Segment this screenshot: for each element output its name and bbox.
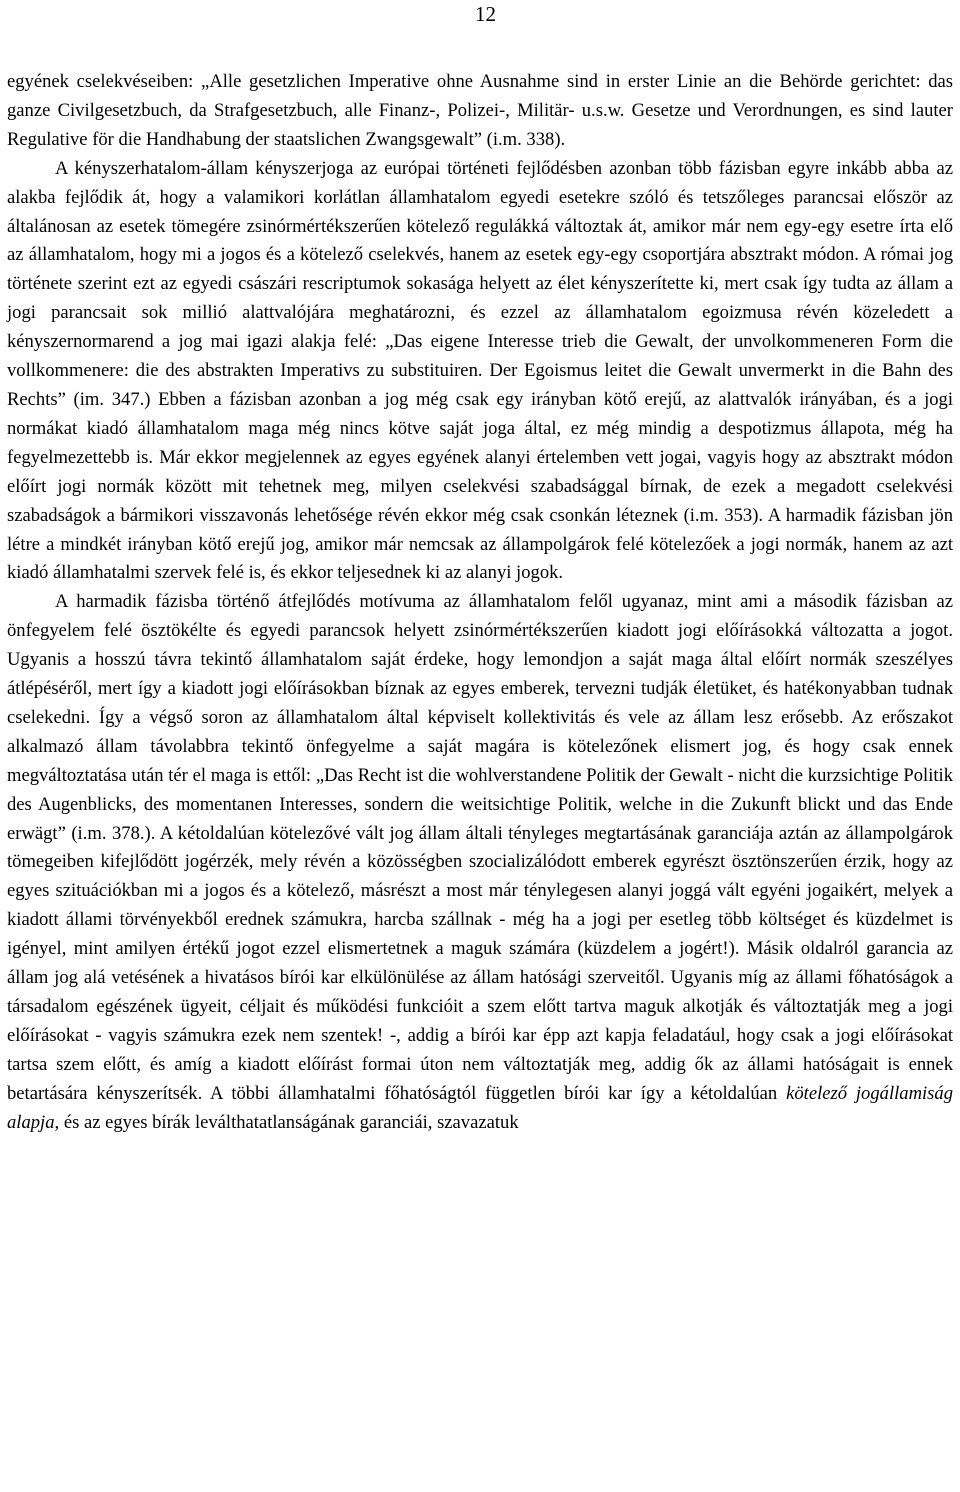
document-body bbox=[7, 68, 953, 1138]
paragraph-2 bbox=[7, 155, 953, 589]
paragraph-1 bbox=[7, 68, 953, 155]
page-number: 12 bbox=[475, 2, 496, 26]
paragraph-3-tail: , és az egyes bírák leválthatatlanságának garanciái, szavazatuk bbox=[54, 1111, 519, 1133]
paragraph-3-emphasis: kötelező jogállamiság alapja bbox=[7, 1082, 953, 1133]
paragraph-3 bbox=[7, 588, 953, 1137]
paragraph-1-text: egyének cselekvéseiben: „Alle gesetzlichen Imperative ohne Ausnahme sind in erster Linie an die Behörde gerichtet: das ganze Civilgesetzbuch, da Strafgesetzbuch, alle Finanz-, Polizei-, Militär- u.s.w. Gesetze und Verordnungen, es sind lauter Regulative för die Handhabung der staatslichen Zwangsgewalt” (i.m. 338). bbox=[7, 71, 953, 150]
paragraph-2-text: A kényszerhatalom-állam kényszerjoga az európai történeti fejlődésben azonban több fázisban egyre inkább abba az alakba fejlődik át, hogy a valamikori korlátlan államhatalom egyedi esetekre szóló és tetszőleges parancsai először az általánosan az esetek tömegére zsinórmértékszerűen kötelező regulákká változtak át, amikor már nem egy-egy esetre írta elő az államhatalom, hogy mi a jogos és a kötelező cselekvés, hanem az esetek egy-egy csoportjára absztrakt módon. A római jog története szerint ezt az egyedi császári rescriptumok sokasága helyett az élet kényszerítette ki, mert csak így tudta az állam a jogi parancsait sok millió alattvalójára meghatározni, és ezzel az államhatalom egoizmusa révén közeledett a kényszernormarend a jog mai igazi alakja felé: „Das eigene Interesse trieb die Gewalt, der unvolkommeneren Form die vollkommenere: die des abstrakten Imperativs zu substituiren. Der Egoismus leitet die Gewalt unvermerkt in die Bahn des Rechts” (im. 347.) Ebben a fázisban azonban a jog még csak egy irányban kötő erejű, az alattvalók irányában, és a jogi normákat kiadó államhatalom maga még nincs kötve saját joga által, ez még mindig a despotizmus állapota, még ha fegyelmezettebb is. Már ekkor megjelennek az egyes egyének alanyi értelemben vett jogai, vagyis hogy az absztrakt módon előírt jogi normák között mit tehetnek meg, milyen cselekvési szabadsággal bírnak, de ezek a megadott cselekvési szabadságok a bármikori visszavonás lehetősége révén ekkor még csak csonkán léteznek (i.m. 353). A harmadik fázisban jön létre a mindkét irányban kötő erejű jog, amikor már nemcsak az állampolgárok felé kötelezőek a jogi normák, hanem az azt kiadó államhatalmi szervek felé is, és ekkor teljesednek ki az alanyi jogok. bbox=[7, 157, 953, 584]
paragraph-3-text: A harmadik fázisba történő átfejlődés motívuma az államhatalom felől ugyanaz, mint ami a második fázisban az önfegyelem felé ösztökélte és egyedi parancsok helyett zsinórmértékszerűen kiadott jogi előírásokká változatta a jogot. Ugyanis a hosszú távra tekintő államhatalom saját érdeke, hogy lemondjon a saját maga által előírt normák szeszélyes átlépéséről, mert így a kiadott jogi előírásokban bíznak az egyes emberek, tervezni tudják életüket, és hatékonyabban tudnak cselekedni. Így a végső soron az államhatalom által képviselt kollektivitás és vele az állam lesz erősebb. Az erőszakot alkalmazó állam távolabbra tekintő önfegyelme a saját magára is kötelezőnek elismert jog, és hogy csak ennek megváltoztatása után tér el maga is ettől: „Das Recht ist die wohlverstandene Politik der Gewalt - nicht die kurzsichtige Politik des Augenblicks, des momentanen Interesses, sondern die weitsichtige Politik, welche in die Zukunft blickt und das Ende erwägt” (i.m. 378.). A kétoldalúan kötelezővé vált jog állam általi tényleges megtartásának garanciája aztán az állampolgárok tömegeiben kifejlődött jogérzék, mely révén a közösségben szocializálódott emberek egyrészt ösztönszerűen érzik, hogy az egyes szituációkban mi a jogos és a kötelező, másrészt a most már ténylegesen alanyi joggá vált egyéni jogaikért, melyek a kiadott állami törvényekből erednek számukra, harcba szállnak - még ha a jogi per esetleg több költséget és küzdelmet is igényel, mint amilyen értékű jogot ezzel elismertetnek a maguk számára (küzdelem a jogért!). Másik oldalról garancia az állam jog alá vetésének a hivatásos bírói kar elkülönülése az állam hatósági szerveitől. Ugyanis míg az állami főhatóságok a társadalom egészének ügyeit, céljait és működési funkcióit a szem előtt tartva maguk alkotják és változtatják meg a jogi előírásokat - vagyis számukra ezek nem szentek! -, addig a bírói kar épp azt kapja feladatául, hogy csak a jogi előírásokat tartsa szem előtt, és amíg a kiadott előírást formai úton nem változtatják meg, addig ők az állami hatóságait is ennek betartására kényszerítsék. A többi államhatalmi főhatóságtól független bírói kar így a kétoldalúan bbox=[7, 591, 953, 1104]
